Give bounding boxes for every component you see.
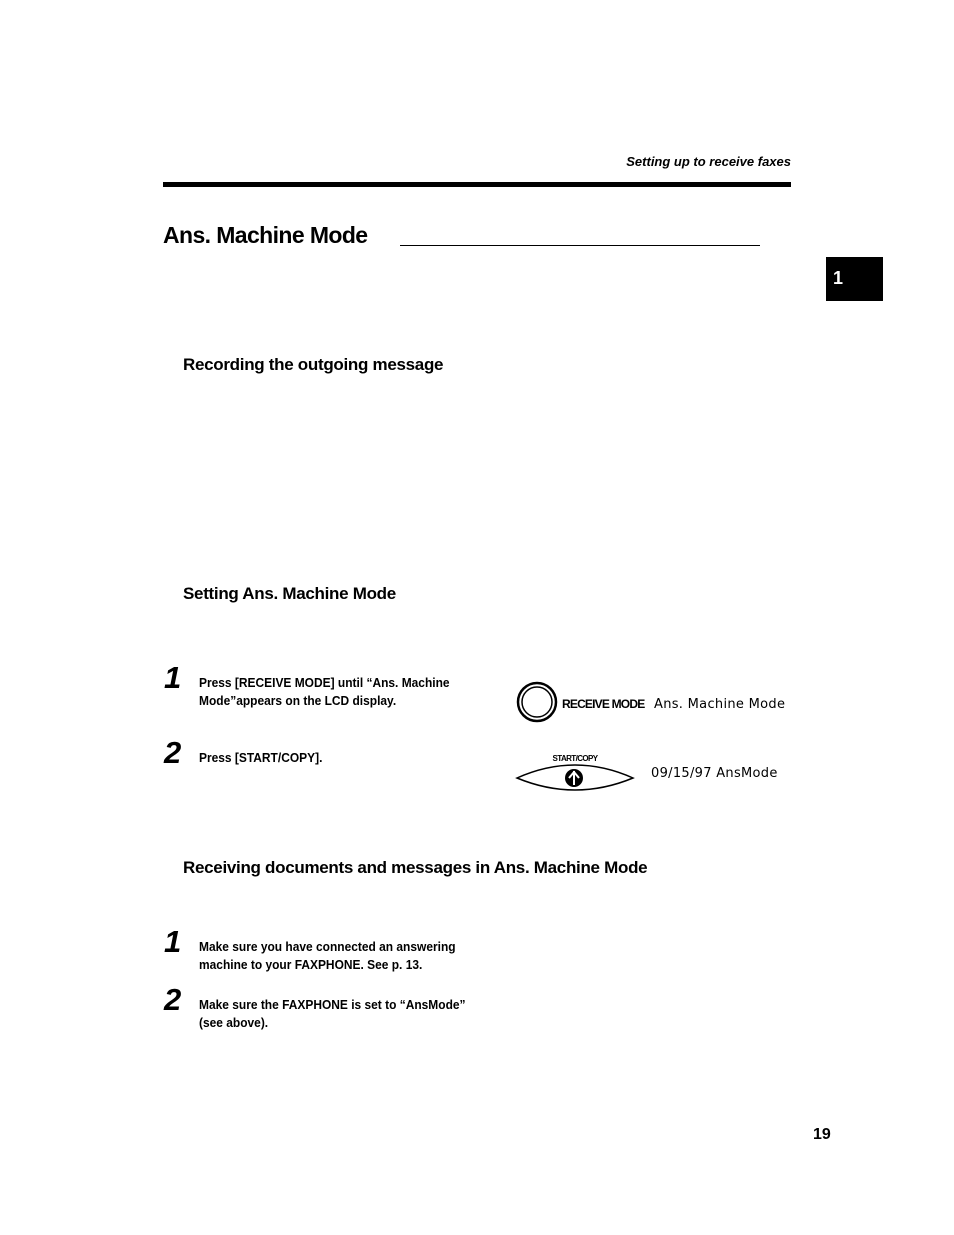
section-heading-setting: Setting Ans. Machine Mode (183, 584, 396, 603)
section-heading-receiving: Receiving documents and messages in Ans. Machine Mode (183, 858, 648, 877)
step-number: 2 (164, 735, 182, 770)
step-number: 1 (164, 924, 182, 959)
header-rule (163, 182, 791, 187)
running-head: Setting up to receive faxes (626, 154, 791, 169)
step-number: 2 (164, 982, 182, 1017)
step-number: 1 (164, 660, 182, 695)
title-underline (400, 245, 760, 246)
step-text: Make sure the FAXPHONE is set to “AnsMode” (see above). (199, 997, 466, 1030)
step-text: Press [START/COPY]. (199, 750, 323, 765)
receive-mode-button-illustration (515, 678, 645, 726)
start-copy-label: START/COPY (552, 754, 598, 763)
page-number: 19 (813, 1126, 831, 1143)
step-text: Make sure you have connected an answering machine to your FAXPHONE. See p. 13. (199, 939, 456, 972)
lcd-display-text: 09/15/97 AnsMode (651, 766, 778, 781)
lcd-display-text: Ans. Machine Mode (654, 697, 786, 712)
section-heading-recording: Recording the outgoing message (183, 355, 444, 374)
chapter-tab-number: 1 (833, 268, 844, 288)
receive-mode-button-icon (518, 683, 556, 721)
page-title: Ans. Machine Mode (163, 222, 368, 248)
receive-mode-label: RECEIVE MODE (562, 697, 645, 711)
start-copy-button-illustration (515, 750, 637, 796)
step-text: Press [RECEIVE MODE] until “Ans. Machine Mode”appears on the LCD display. (199, 675, 450, 708)
